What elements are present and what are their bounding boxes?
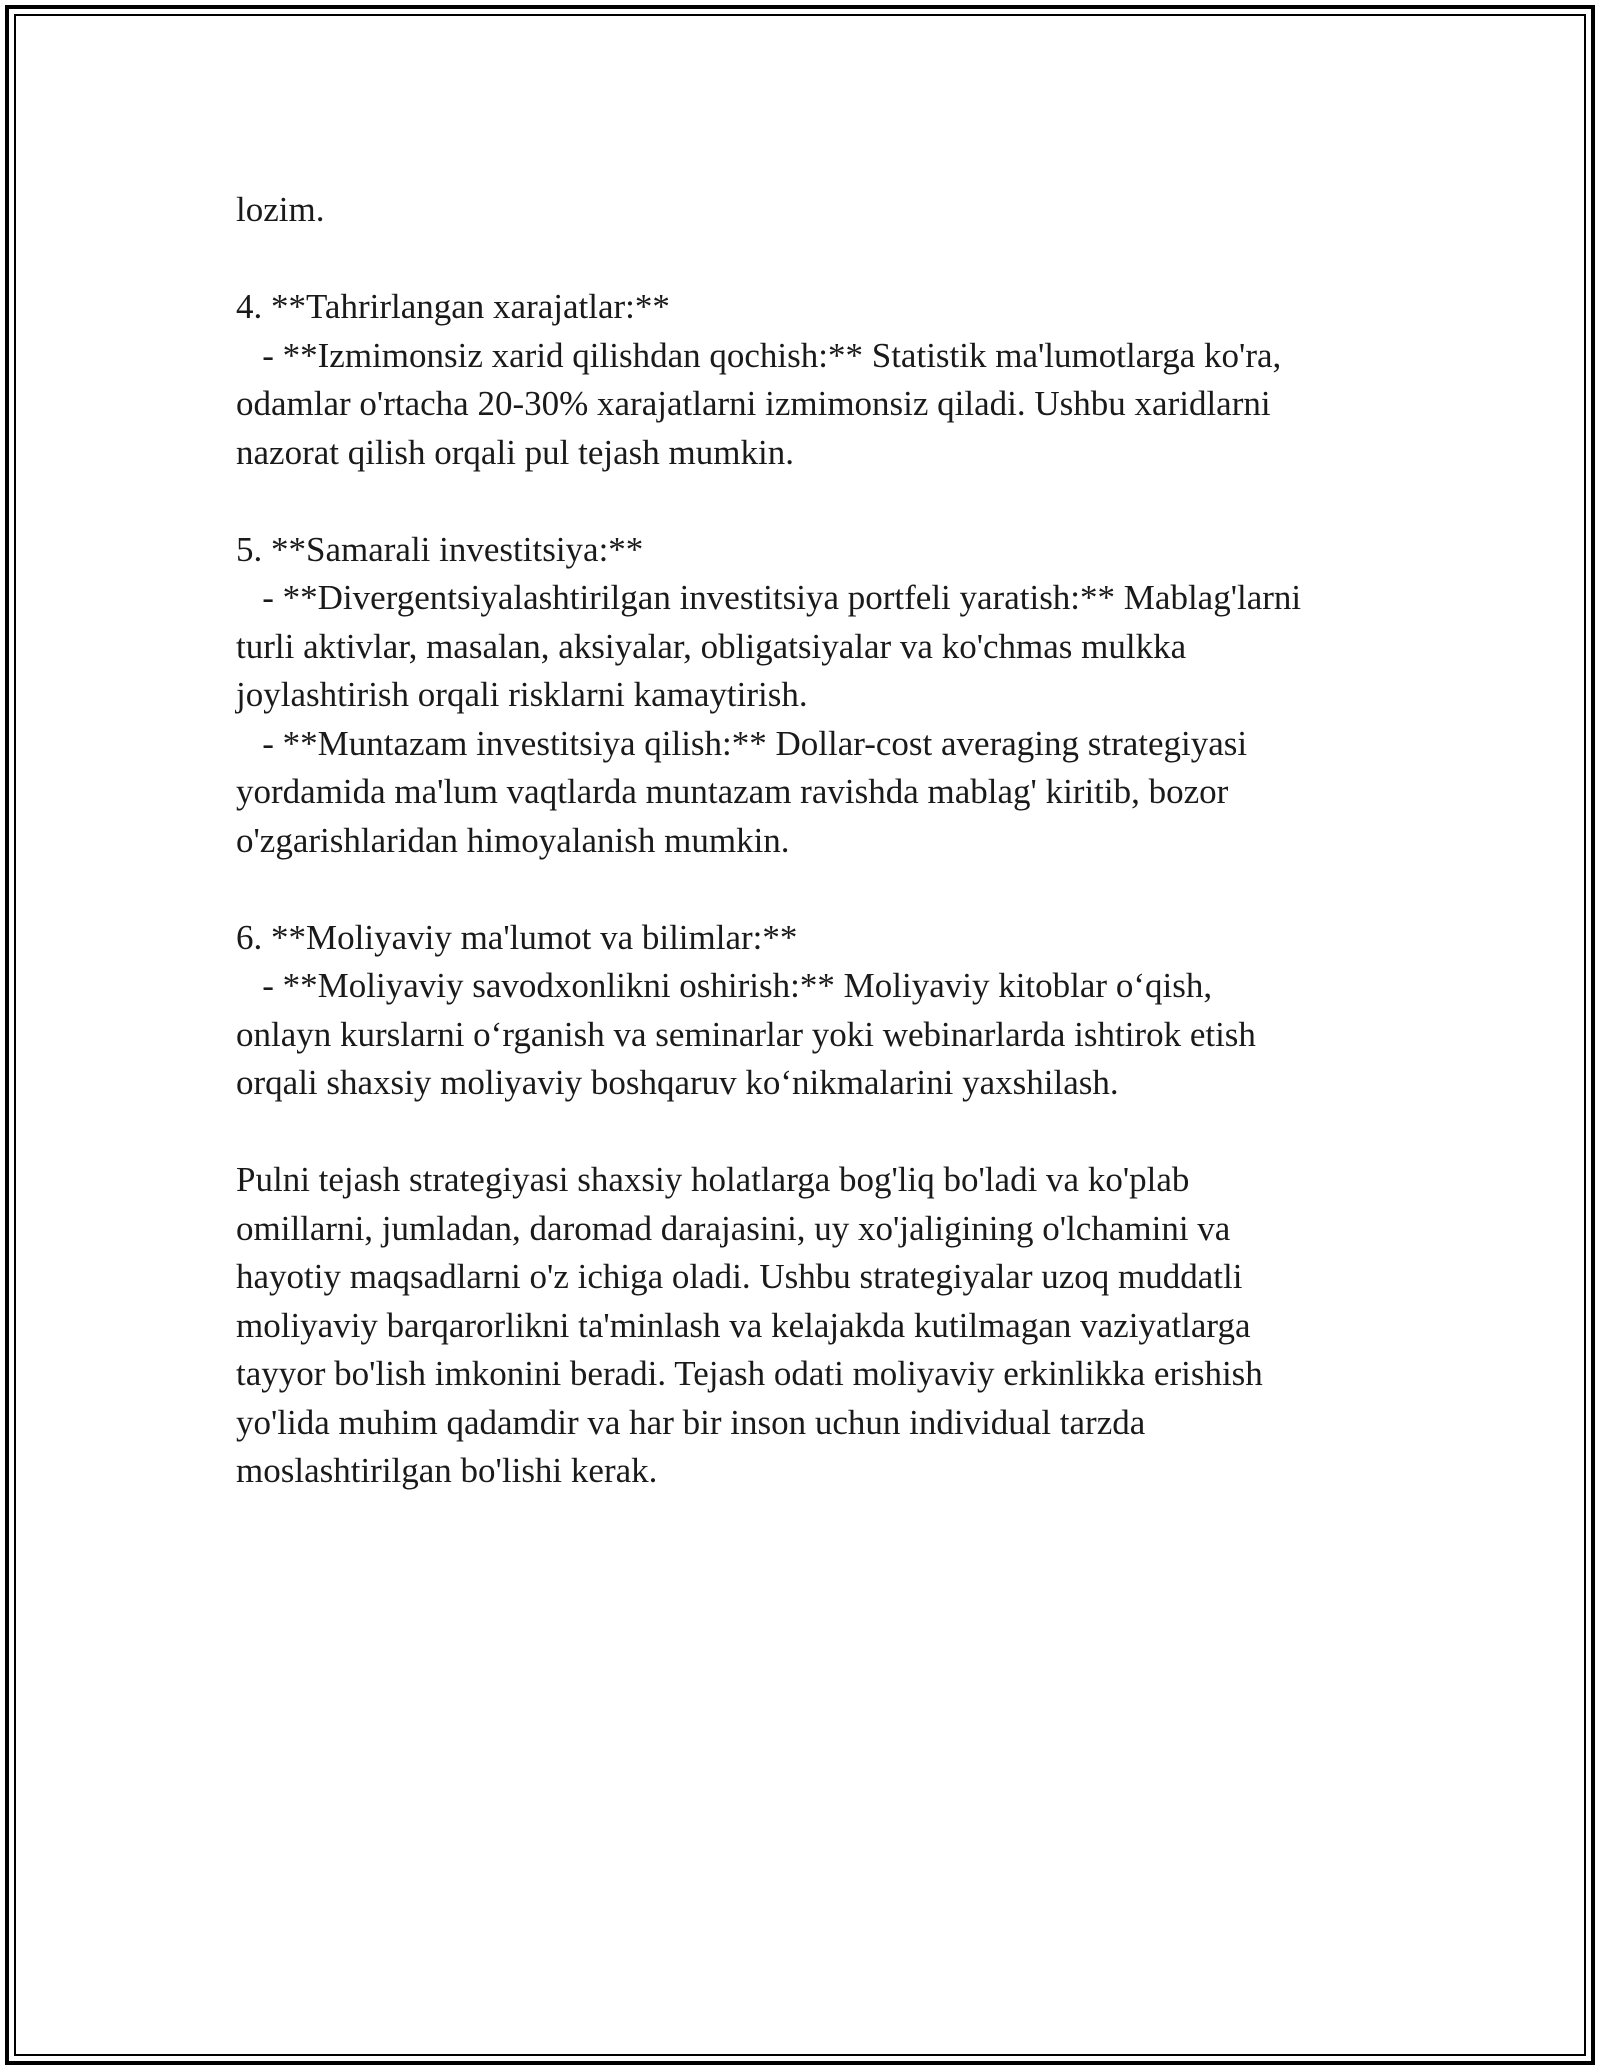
text-line: tayyor bo'lish imkonini beradi. Tejash odati moliyaviy erkinlikka erishish — [236, 1354, 1263, 1393]
text-line: moslashtirilgan bo'lishi kerak. — [236, 1451, 658, 1490]
paragraph-gap — [236, 865, 1396, 914]
text-line: moliyaviy barqarorlikni ta'minlash va kelajakda kutilmagan vaziyatlarga — [236, 1305, 1251, 1345]
paragraph-gap — [236, 235, 1396, 284]
text-line: - **Moliyaviy savodxonlikni oshirish:** Moliyaviy kitoblar o‘qish, — [236, 966, 1213, 1005]
text-line: onlayn kurslarni o‘rganish va seminarlar yoki webinarlarda ishtirok etish — [236, 1014, 1256, 1054]
section-heading: 5. **Samarali investitsiya:** — [236, 529, 644, 569]
text-line: yordamida ma'lum vaqtlarda muntazam ravishda mablag' kiritib, bozor — [236, 772, 1229, 811]
text-line: hayotiy maqsadlarni o'z ichiga oladi. Ushbu strategiyalar uzoq muddatli — [236, 1257, 1243, 1296]
text-line: orqali shaxsiy moliyaviy boshqaruv ko‘nikmalarini yaxshilash. — [236, 1063, 1119, 1102]
text-line: lozim. — [236, 190, 325, 229]
section-heading: 4. **Tahrirlangan xarajatlar:** — [236, 287, 670, 326]
section-5-investment — [236, 526, 1396, 866]
text-line: - **Muntazam investitsiya qilish:** Dollar-cost averaging strategiyasi — [236, 723, 1248, 763]
text-line: nazorat qilish orqali pul tejash mumkin. — [236, 432, 794, 472]
section-heading: 6. **Moliyaviy ma'lumot va bilimlar:** — [236, 917, 798, 957]
text-line: turli aktivlar, masalan, aksiyalar, obligatsiyalar va ko'chmas mulkka — [236, 626, 1187, 666]
text-line: - **Divergentsiyalashtirilgan investitsiya portfeli yaratish:** Mablag'larni — [236, 578, 1302, 617]
text-line: - **Izmimonsiz xarid qilishdan qochish:** Statistik ma'lumotlarga ko'ra, — [236, 335, 1282, 375]
text-line: joylashtirish orqali risklarni kamaytirish. — [236, 675, 808, 714]
section-6-financial-knowledge — [236, 914, 1396, 1108]
document-body — [236, 186, 1396, 1496]
conclusion-paragraph — [236, 1156, 1396, 1496]
section-4-expenses — [236, 283, 1396, 477]
paragraph-gap — [236, 1108, 1396, 1157]
text-line: yo'lida muhim qadamdir va har bir inson uchun individual tarzda — [236, 1402, 1146, 1442]
text-line: odamlar o'rtacha 20-30% xarajatlarni izmimonsiz qiladi. Ushbu xaridlarni — [236, 384, 1271, 423]
text-line: o'zgarishlaridan himoyalanish mumkin. — [236, 820, 790, 860]
paragraph-gap — [236, 477, 1396, 526]
paragraph-continuation — [236, 186, 1396, 235]
text-line: Pulni tejash strategiyasi shaxsiy holatlarga bog'liq bo'ladi va ko'plab — [236, 1160, 1190, 1199]
text-line: omillarni, jumladan, daromad darajasini, uy xo'jaligining o'lchamini va — [236, 1208, 1231, 1248]
